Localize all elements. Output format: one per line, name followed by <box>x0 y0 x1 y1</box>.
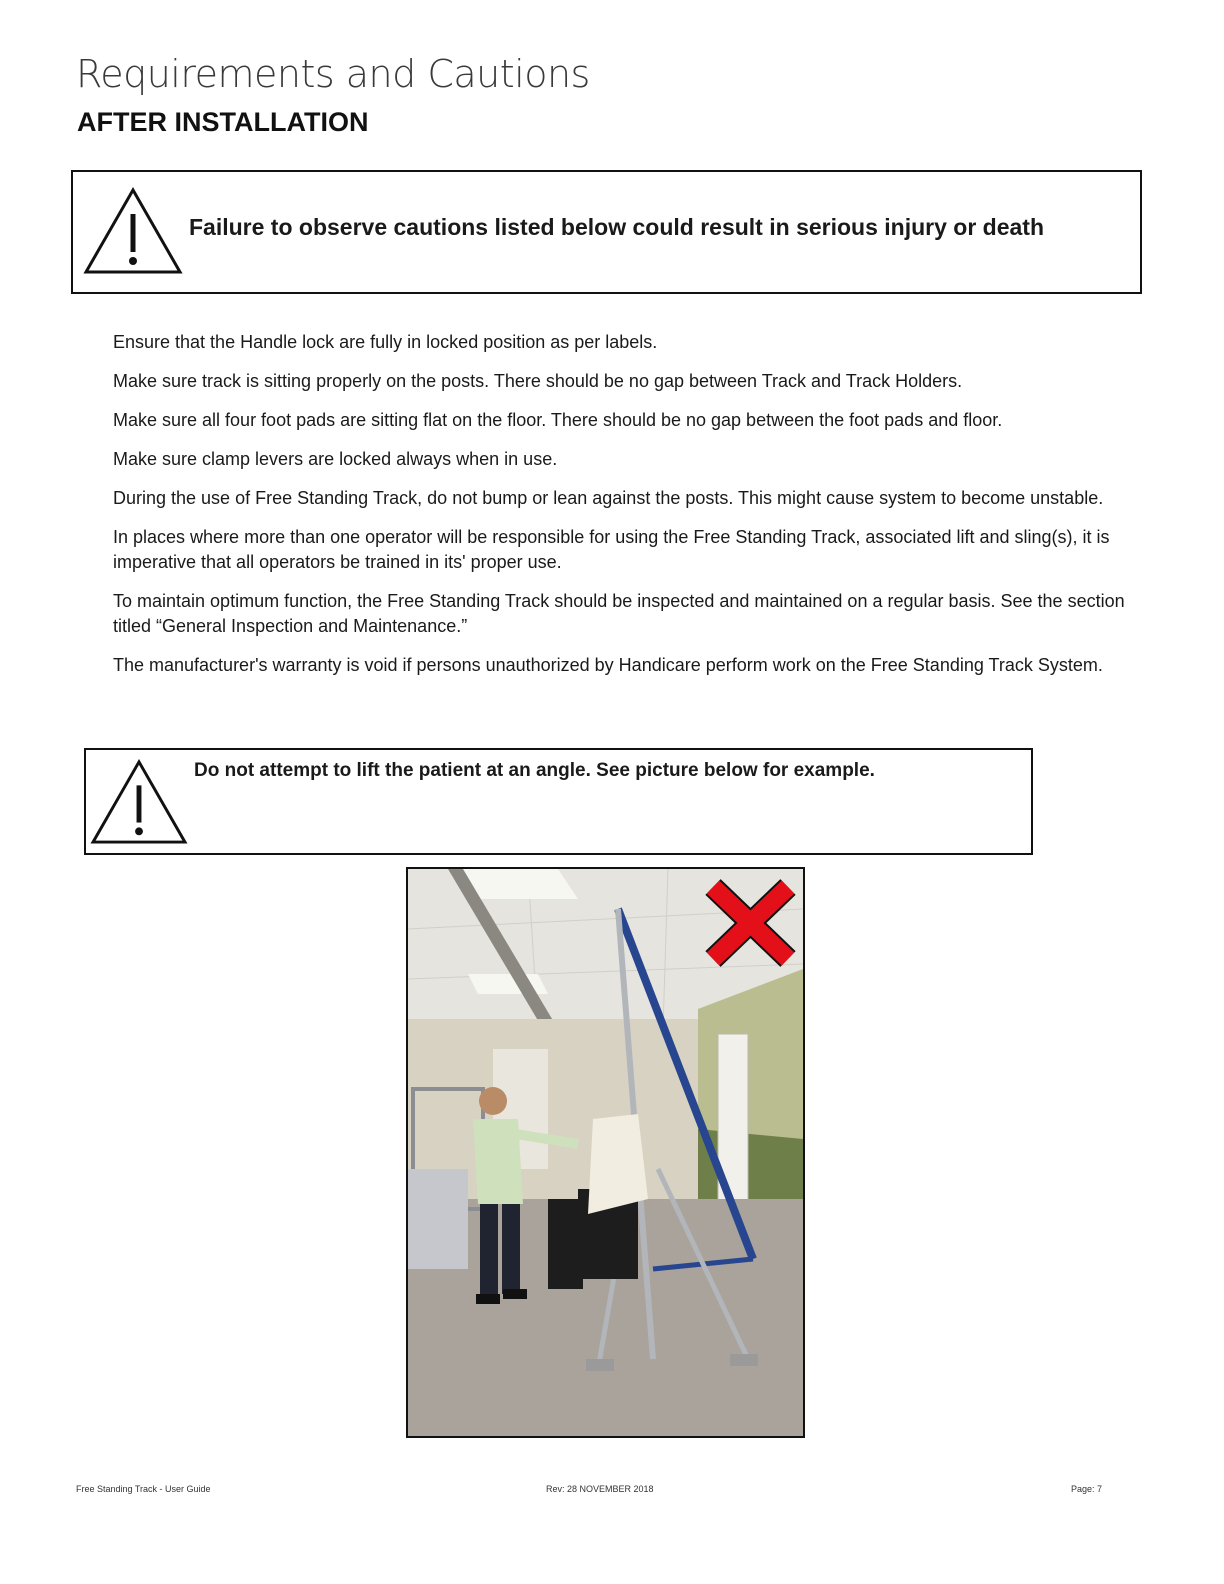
footer-revision: Rev: 28 NOVEMBER 2018 <box>546 1484 654 1494</box>
warning-main-text: Failure to observe cautions listed below could result in serious injury or death <box>189 214 1045 240</box>
page-title: Requirements and Cautions <box>76 52 590 96</box>
warning-box-angle <box>84 748 1033 855</box>
warning-box-main <box>71 170 1142 294</box>
caution-item: In places where more than one operator will be responsible for using the Free Standing Track, associated lift and sling(s), it is imperative that all operators be trained in its' proper use. <box>113 527 1110 572</box>
warning-angle-text: Do not attempt to lift the patient at an angle. See picture below for example. <box>194 760 875 781</box>
cautions-list <box>113 330 1143 692</box>
caution-item: Make sure track is sitting properly on the posts. There should be no gap between Track and Track Holders. <box>113 371 963 391</box>
warning-triangle-icon <box>83 186 183 276</box>
caution-item: Ensure that the Handle lock are fully in locked position as per labels. <box>113 332 658 352</box>
caution-item: During the use of Free Standing Track, do not bump or lean against the posts. This might cause system to become unstable. <box>113 488 1104 508</box>
caution-item: Make sure clamp levers are locked always when in use. <box>113 449 558 469</box>
section-title: AFTER INSTALLATION <box>77 107 369 137</box>
photo-illustration <box>408 869 803 1436</box>
warning-triangle-icon <box>90 758 188 846</box>
caution-item: To maintain optimum function, the Free Standing Track should be inspected and maintained on a regular basis. See the section titled “General Inspection and Maintenance.” <box>113 591 1125 636</box>
example-photo <box>406 867 805 1438</box>
footer-document-title: Free Standing Track - User Guide <box>76 1484 211 1494</box>
caution-item: The manufacturer's warranty is void if persons unauthorized by Handicare perform work on the Free Standing Track System. <box>113 655 1103 675</box>
footer-page-number: Page: 7 <box>1071 1484 1103 1494</box>
caution-item: Make sure all four foot pads are sitting flat on the floor. There should be no gap between the foot pads and floor. <box>113 410 1003 430</box>
